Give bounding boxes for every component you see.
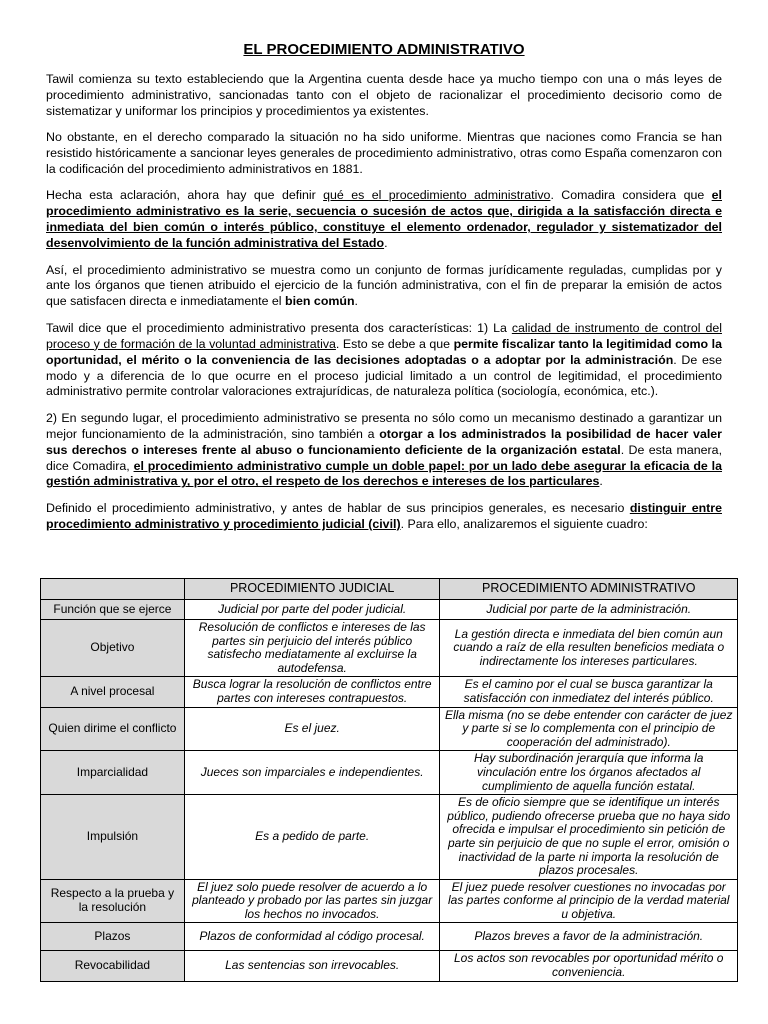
table-row [41, 751, 738, 795]
row-label: Respecto a la prueba y la resolución [41, 879, 185, 923]
text-run: Así, el procedimiento administrativo se muestra como un conjunto de formas jurídicamente reguladas, cumplidas por y ante los órganos que tienen atribuido el ejercicio de la función administrativa, con el fin de preparar la emisión de actos que satisfacen directa e inmediatamente el [46, 262, 722, 309]
row-label: Objetivo [41, 620, 185, 677]
judicial-cell: Es a pedido de parte. [184, 795, 440, 880]
judicial-cell: Resolución de conflictos e intereses de las partes sin perjuicio del interés público satisfecho mediatamente al excluirse la autodefensa. [184, 620, 440, 677]
header-cell-empty [41, 579, 185, 600]
admin-cell: Es el camino por el cual se busca garantizar la satisfacción con inmediatez del interés público. [440, 677, 738, 707]
text-run: Tawil dice que el procedimiento administrativo presenta dos características: 1) La [46, 320, 512, 335]
bold-underlined-text: distinguir entre procedimiento administrativo y procedimiento judicial (civil) [46, 500, 722, 531]
admin-cell: Plazos breves a favor de la administración. [440, 923, 738, 951]
row-label: Plazos [41, 923, 185, 951]
admin-cell: Judicial por parte de la administración. [440, 600, 738, 620]
text-run: . Para ello, analizaremos el siguiente cuadro: [400, 516, 648, 531]
paragraph-6 [46, 411, 722, 491]
admin-cell: El juez puede resolver cuestiones no invocadas por las partes conforme al principio de la verdad material u objetiva. [440, 879, 738, 923]
judicial-cell: Es el juez. [184, 707, 440, 751]
table-row [41, 951, 738, 981]
text-run: . [354, 294, 358, 309]
text-run: Definido el procedimiento administrativo, y antes de hablar de sus principios generales, es necesario [46, 500, 630, 515]
table-row [41, 600, 738, 620]
bold-underlined-definition: el procedimiento administrativo es la serie, secuencia o sucesión de actos que, dirigida a la satisfacción directa e inmediata del bien común o interés público, constituye el elemento ordenador, regulador y sistematizador del desenvolvimiento de la función administrativa del Estado [46, 188, 722, 251]
paragraph-5 [46, 321, 722, 401]
admin-cell: Ella misma (no se debe entender con carácter de juez y parte si se lo complementa con el principio de cooperación del administrado). [440, 707, 738, 751]
text-run: . Comadira considera que [550, 188, 712, 203]
table-row [41, 620, 738, 677]
judicial-cell: Jueces son imparciales e independientes. [184, 751, 440, 795]
table-header-row [41, 579, 738, 600]
row-label: Quien dirime el conflicto [41, 707, 185, 751]
row-label: Función que se ejerce [41, 600, 185, 620]
header-judicial: PROCEDIMIENTO JUDICIAL [184, 579, 440, 600]
bold-text: permite fiscalizar tanto la legitimidad como la oportunidad, el mérito o la conveniencia de las decisiones adoptadas o a adoptar por la administración [46, 336, 722, 367]
judicial-cell: Judicial por parte del poder judicial. [184, 600, 440, 620]
judicial-cell: Busca lograr la resolución de conflictos entre partes con intereses contrapuestos. [184, 677, 440, 707]
table-row [41, 677, 738, 707]
row-label: Impulsión [41, 795, 185, 880]
admin-cell: Hay subordinación jerarquía que informa la vinculación entre los órganos afectados al cumplimiento de aquella función estatal. [440, 751, 738, 795]
bold-underlined-text: el procedimiento administrativo cumple un doble papel: por un lado debe asegurar la eficacia de la gestión administrativa y, por el otro, el respeto de los derechos e intereses de los particulares [46, 458, 722, 489]
text-run: . De esta manera, dice Comadira, [46, 442, 723, 473]
paragraph-3 [46, 188, 722, 252]
admin-cell: Es de oficio siempre que se identifique un interés público, pudiendo ofrecerse prueba que no haya sido ofrecida e impulsar el procedimiento sin petición de parte sin perjuicio de que no suple el error, omisión o inactividad de la parte ni importa la resolución de plazos procesales. [440, 795, 738, 880]
bold-text: bien común [285, 294, 355, 309]
page-title: EL PROCEDIMIENTO ADMINISTRATIVO [243, 41, 525, 58]
text-run: 2) En segundo lugar, el procedimiento administrativo se presenta no sólo como un mecanismo destinado a garantizar un mejor funcionamiento de la administración, sino también a [46, 410, 722, 441]
admin-cell: Los actos son revocables por oportunidad mérito o conveniencia. [440, 951, 738, 981]
table-row [41, 923, 738, 951]
paragraph-2: No obstante, en el derecho comparado la situación no ha sido uniforme. Mientras que naciones como Francia se han resistido históricamente a sancionar leyes generales de procedimiento administrativo, otras como España comenzaron con la codificación del procedimiento administrativos en 1881. [46, 130, 722, 177]
table-row [41, 879, 738, 923]
judicial-cell: Las sentencias son irrevocables. [184, 951, 440, 981]
header-administrativo: PROCEDIMIENTO ADMINISTRATIVO [440, 579, 738, 600]
judicial-cell: El juez solo puede resolver de acuerdo a lo planteado y probado por las partes sin juzgar los hechos no invocados. [184, 879, 440, 923]
judicial-cell: Plazos de conformidad al código procesal. [184, 923, 440, 951]
comparison-table [40, 578, 738, 982]
paragraph-1: Tawil comienza su texto estableciendo que la Argentina cuenta desde hace ya mucho tiempo con una o más leyes de procedimiento administrativo, sancionadas tanto con el objeto de racionalizar el procedimiento decisorio como de sistematizar y uniformar los principios y procedimientos ya existentes. [46, 72, 722, 118]
row-label: Imparcialidad [41, 751, 185, 795]
text-run: . [599, 474, 603, 489]
bold-text: otorgar a los administrados la posibilidad de hacer valer sus derechos o intereses frente al abuso o funcionamiento deficiente de la organización estatal [46, 426, 722, 457]
underlined-text: calidad de instrumento de control del proceso y de formación de la voluntad administrativa [46, 320, 722, 351]
row-label: Revocabilidad [41, 951, 185, 981]
document-body [46, 40, 722, 543]
table-row [41, 795, 738, 880]
table-row [41, 707, 738, 751]
text-run: . [384, 236, 388, 251]
paragraph-4 [46, 263, 722, 311]
text-run: Hecha esta aclaración, ahora hay que definir [46, 188, 324, 203]
paragraph-7 [46, 501, 722, 533]
admin-cell: La gestión directa e inmediata del bien común aun cuando a raíz de ella resulten beneficios mediata o indirectamente los intereses particulares. [440, 620, 738, 677]
underlined-text: qué es el procedimiento administrativo [323, 188, 551, 203]
row-label: A nivel procesal [41, 677, 185, 707]
text-run: . De ese modo y a diferencia de lo que ocurre en el proceso judicial limitado a un control de legitimidad, el procedimiento administrativo permite controlar valoraciones extrajurídicas, de naturaleza política (sociología, económica, etc.). [46, 352, 722, 399]
text-run: . Esto se debe a que [335, 336, 454, 351]
